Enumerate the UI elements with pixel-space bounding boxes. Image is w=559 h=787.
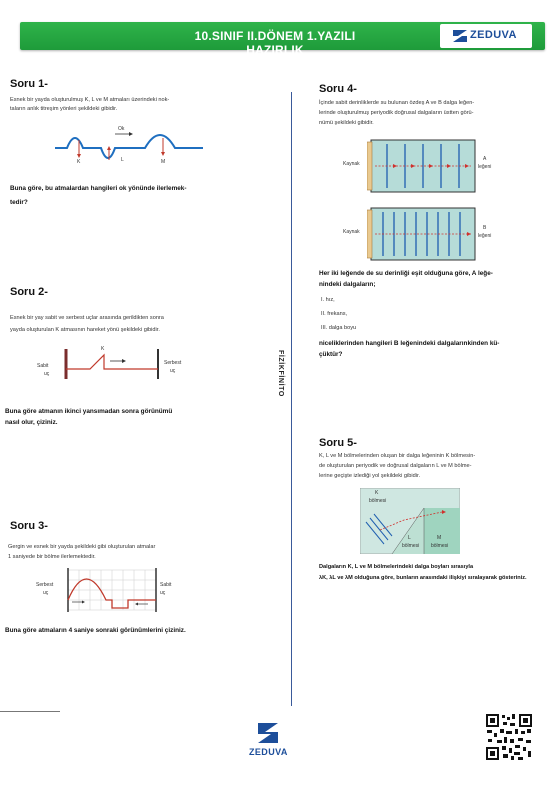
q1-label-ok: Ok <box>118 126 125 132</box>
q1-label-l: L <box>121 157 124 163</box>
page-title: 10.SINIF II.DÖNEM 1.YAZILI HAZIRLIK <box>194 29 356 57</box>
q2-question-line2: nasıl olur, çiziniz. <box>5 419 58 426</box>
q5-text-line1: K, L ve M bölmelerinden oluşan bir dalga leğeninin K bölmesin- <box>319 453 476 459</box>
zeduva-logo-icon <box>452 28 468 44</box>
q5-k-bolmesi: bölmesi <box>369 498 387 504</box>
q4-a-label: A <box>483 156 487 162</box>
q2-pulse-figure <box>60 345 170 381</box>
q1-label-k: K <box>77 159 81 165</box>
q2-label-k: K <box>101 346 105 352</box>
q3-grid-figure <box>66 566 158 612</box>
q3-title: Soru 3- <box>10 520 48 532</box>
q2-question-line1: Buna göre atmanın ikinci yansımadan sonra görünümü <box>5 408 173 415</box>
q3-sabit-uc-label: uç <box>160 590 166 596</box>
footer-rule-left <box>0 711 60 712</box>
q4-a-legeni: leğeni <box>478 164 492 170</box>
q4-b-label: B <box>483 225 487 231</box>
q5-title: Soru 5- <box>319 437 357 449</box>
q5-text-line3: lerine geçişte izlediği yol şekildeki gibidir. <box>319 473 421 479</box>
q1-label-m: M <box>161 159 166 165</box>
qr-code-icon[interactable] <box>485 713 533 761</box>
q4-tank-b-figure <box>367 204 479 264</box>
side-label: FİZİKFİNİTO <box>277 350 284 397</box>
q2-text-line2: yayda oluşturulan K atmasının hareket yönü şekildeki gibidir. <box>10 327 160 333</box>
footer-zeduva-logo-icon <box>256 722 280 744</box>
q2-text-line1: Esnek bir yay sabit ve serbest uçlar arasında gerildikten sonra <box>10 315 164 321</box>
q4-question-line3: niceliklerinden hangileri B leğenindeki dalgalarınkinden kü- <box>319 340 500 347</box>
q1-question-line1: Buna göre, bu atmalardan hangileri ok yönünde ilerlemek- <box>10 185 187 192</box>
q3-text-line1: Gergin ve esnek bir yayda şekildeki gibi oluşturulan atmalar <box>8 544 156 550</box>
q3-serbest-label: Serbest <box>36 582 54 588</box>
q4-question-line2: nindeki dalgaların; <box>319 281 376 288</box>
q2-sabit-uc-label: uç <box>44 371 50 377</box>
q2-title: Soru 2- <box>10 286 48 298</box>
q4-option-2: II. frekans, <box>321 311 348 317</box>
q4-question-line1: Her iki leğende de su derinliği eşit olduğuna göre, A leğe- <box>319 270 493 277</box>
q5-text-line2: de oluşturulan periyodik ve doğrusal dalgaların L ve M bölme- <box>319 463 472 469</box>
q5-m-bolmesi: bölmesi <box>431 543 449 549</box>
q4-text-line1: İçinde sabit derinliklerde su bulunan özdeş A ve B dalga leğen- <box>319 100 475 106</box>
brand-name: ZEDUVA <box>470 29 517 41</box>
q4-text-line2: lerinde oluşturulmuş periyodik doğrusal dalgaların üstten görü- <box>319 110 474 116</box>
q4-kaynak-b: Kaynak <box>343 229 360 235</box>
q3-serbest-uc-label: uç <box>43 590 49 596</box>
q1-text-line2: taların anlık titreşim yönleri şekildeki gibidir. <box>10 106 118 112</box>
q5-k-label: K <box>375 490 379 496</box>
q4-tank-a-figure <box>367 136 479 196</box>
q2-serbest-label: Serbest <box>164 360 182 366</box>
q3-question: Buna göre atmaların 4 saniye sonraki görünümlerini çiziniz. <box>5 627 186 634</box>
footer-brand-name: ZEDUVA <box>249 747 288 757</box>
q2-sabit-label: Sabit <box>37 363 49 369</box>
q2-serbest-uc-label: uç <box>170 368 176 374</box>
q5-l-bolmesi: bölmesi <box>402 543 420 549</box>
q1-title: Soru 1- <box>10 78 48 90</box>
q4-option-3: III. dalga boyu <box>321 325 357 331</box>
q4-question-line4: çüktür? <box>319 351 343 358</box>
q5-question-line2: λK, λL ve λM olduğuna göre, bunların arasındaki ilişkiyi sıralayarak gösteriniz. <box>319 575 527 581</box>
q4-text-line3: nümü şekildeki gibidir. <box>319 120 374 126</box>
q4-kaynak-a: Kaynak <box>343 161 360 167</box>
q4-title: Soru 4- <box>319 83 357 95</box>
q5-l-label: L <box>408 535 411 541</box>
q1-text-line1: Esnek bir yayda oluşturulmuş K, L ve M atmaları üzerindeki nok- <box>10 97 170 103</box>
q5-question-line1: Dalgaların K, L ve M bölmelerindeki dalga boyları sırasıyla <box>319 564 474 570</box>
column-divider <box>291 92 292 706</box>
q4-b-legeni: leğeni <box>478 233 492 239</box>
q3-sabit-label: Sabit <box>160 582 172 588</box>
q1-question-line2: tedir? <box>10 199 28 206</box>
q3-text-line2: 1 saniyede bir bölme ilerlemektedir. <box>8 554 96 560</box>
q5-m-label: M <box>437 535 442 541</box>
q4-option-1: I. hız, <box>321 297 335 303</box>
